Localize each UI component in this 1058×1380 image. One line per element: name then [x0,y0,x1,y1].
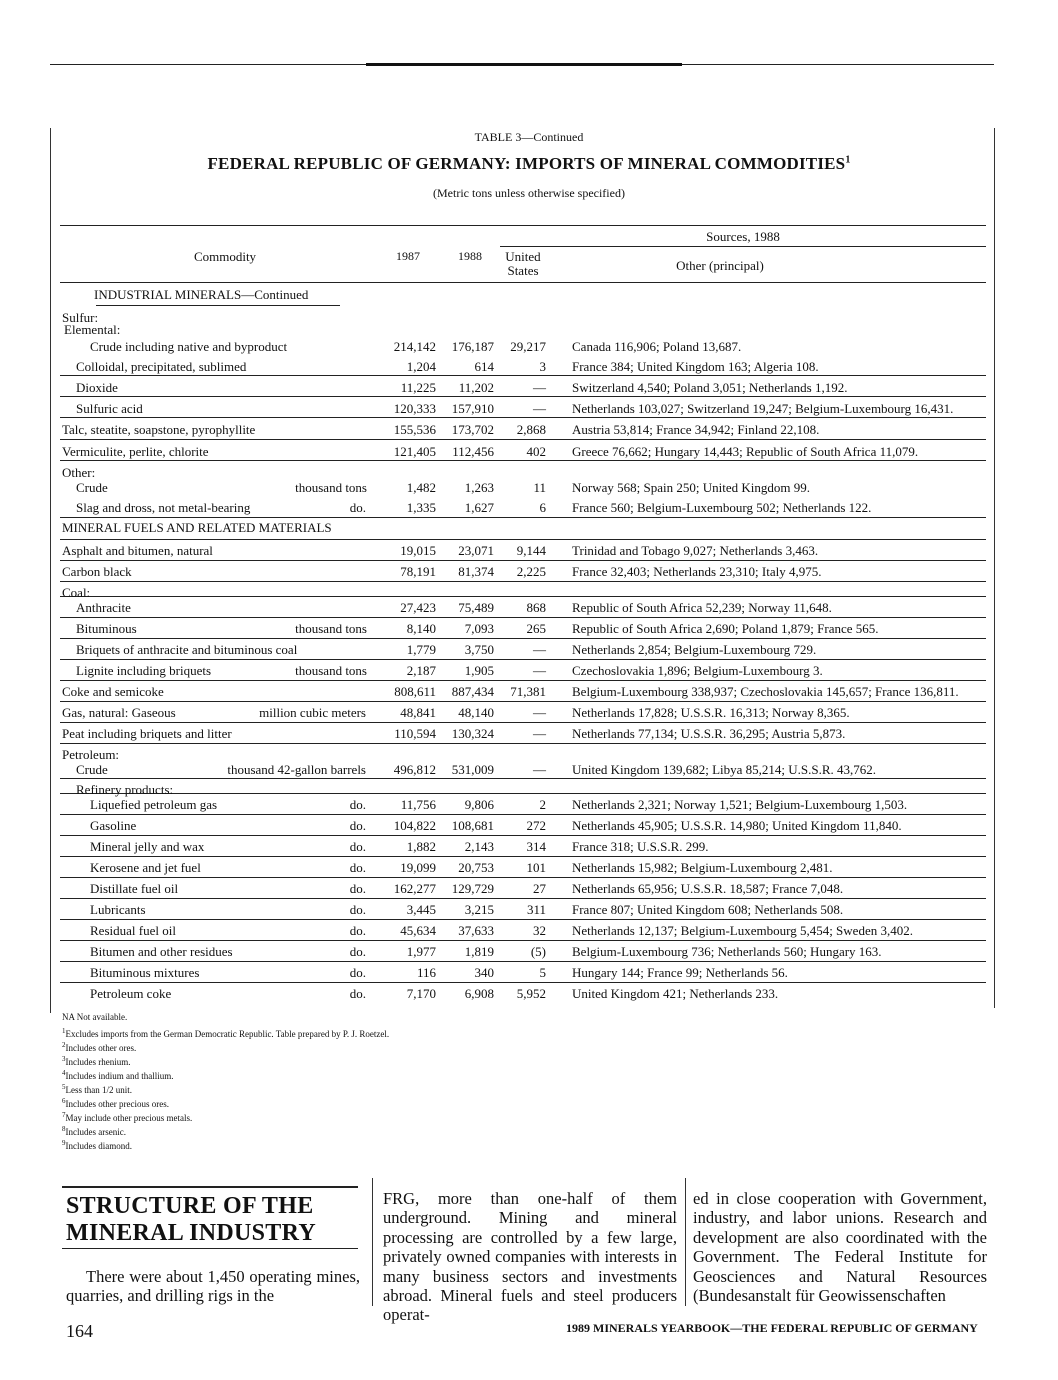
footnote-mark: 5 [62,1083,66,1091]
value-united-states: 868 [526,600,546,615]
table-rule [60,814,986,815]
value-1988: 531,009 [451,762,494,777]
running-head: 1989 MINERALS YEARBOOK—THE FEDERAL REPUBLIC OF GERMANY [566,1321,978,1335]
footnote-text: Excludes imports from the German Democratic Republic. Table prepared by P. J. Roetzel. [65,1029,390,1039]
value-other-sources: France 560; Belgium-Luxembourg 502; Netherlands 122. [572,500,872,515]
value-1987: 121,405 [393,444,436,459]
table-rule [60,778,986,779]
table-title [0,154,1058,174]
value-other-sources: Switzerland 4,540; Poland 3,051; Netherlands 1,192. [572,380,848,395]
value-united-states: 101 [526,860,546,875]
value-1988: 9,806 [464,797,494,812]
row-unit: do. [349,797,366,812]
value-1988: 1,819 [464,944,494,959]
value-1987: 1,779 [406,642,436,657]
value-1988: 20,753 [458,860,494,875]
section-heading [66,1193,356,1247]
row-unit: do. [349,986,366,1001]
row-unit: thousand tons [295,663,367,678]
value-united-states: — [533,401,546,416]
value-other-sources: Netherlands 2,321; Norway 1,521; Belgium-Luxembourg 1,503. [572,797,908,812]
value-1988: 75,489 [458,600,494,615]
row-unit: thousand tons [295,621,367,636]
row-label: Petroleum: [62,747,120,762]
value-united-states: 2 [539,797,546,812]
footnote-text: May include other precious metals. [65,1113,193,1123]
value-1988: 3,750 [464,642,494,657]
left-frame-rule [50,128,51,1013]
table-rule [60,396,986,397]
row-unit: do. [349,881,366,896]
value-united-states: 402 [526,444,546,459]
value-1988: 157,910 [451,401,494,416]
footnote-mark: 1 [62,1027,66,1035]
row-unit: do. [349,500,366,515]
section-heading-rule [62,1248,358,1249]
value-1987: 48,841 [400,705,436,720]
value-other-sources: Trinidad and Tobago 9,027; Netherlands 3,463. [572,543,819,558]
value-1988: 1,263 [464,480,494,495]
table-rule [60,940,986,941]
value-1988: 3,215 [464,902,494,917]
row-unit: do. [349,902,366,917]
value-1987: 1,335 [406,500,436,515]
table-title-text: FEDERAL REPUBLIC OF GERMANY: IMPORTS OF MINERAL COMMODITIES [207,154,846,173]
text-column-3: ed in close cooperation with Government, industry, and labor unions. Research and development are also coordinated with the Government. The Federal Institute for Geosciences and Natural Resources (Bundesanstalt für Geowissenschaften [693,1189,987,1306]
table-rule [60,638,986,639]
value-1988: 614 [474,359,494,374]
row-label: Bituminous [76,621,137,636]
row-label: Peat including briquets and litter [62,726,232,741]
value-1987: 45,634 [400,923,436,938]
table-rule [60,743,986,744]
top-rule-bold [366,63,682,66]
value-1988: 11,202 [458,380,494,395]
value-united-states: (5) [530,944,546,959]
value-1988: 108,681 [451,818,494,833]
row-label: Mineral jelly and wax [90,839,205,854]
table-subtitle: (Metric tons unless otherwise specified) [433,186,625,200]
value-other-sources: France 807; United Kingdom 608; Netherlands 508. [572,902,844,917]
footnote-mark: 4 [62,1069,66,1077]
value-united-states: — [533,705,546,720]
row-label: Briquets of anthracite and bituminous coal [76,642,298,657]
value-united-states: — [533,642,546,657]
value-other-sources: Netherlands 103,027; Switzerland 19,247; Belgium-Luxembourg 16,431. [572,401,954,416]
right-frame-rule [994,128,995,1008]
value-other-sources: Czechoslovakia 1,896; Belgium-Luxembourg 3. [572,663,823,678]
table-rule [60,856,986,857]
value-united-states: 272 [526,818,546,833]
footnote [62,1096,169,1110]
table-rule [60,539,986,540]
section-top-rule [62,1186,358,1188]
value-other-sources: Republic of South Africa 52,239; Norway 11,648. [572,600,832,615]
table-rule [60,581,986,582]
value-other-sources: Netherlands 45,905; U.S.S.R. 14,980; United Kingdom 11,840. [572,818,902,833]
value-1988: 81,374 [458,564,494,579]
value-other-sources: United Kingdom 139,682; Libya 85,214; U.S.S.R. 43,762. [572,762,877,777]
value-other-sources: France 318; U.S.S.R. 299. [572,839,709,854]
table-caption: TABLE 3—Continued [474,130,584,144]
row-label: Other: [62,465,96,480]
row-label: Vermiculite, perlite, chlorite [62,444,209,459]
table-rule [60,919,986,920]
row-label: Coke and semicoke [62,684,164,699]
row-label: Colloidal, precipitated, sublimed [76,359,247,374]
row-label: MINERAL FUELS AND RELATED MATERIALS [62,520,332,535]
value-united-states: — [533,762,546,777]
table-rule [60,417,986,418]
value-other-sources: Netherlands 2,854; Belgium-Luxembourg 729. [572,642,817,657]
row-label: Liquefied petroleum gas [90,797,218,812]
value-united-states: 3 [539,359,546,374]
row-label: Sulfuric acid [76,401,143,416]
value-1987: 11,225 [400,380,436,395]
header-top-rule [60,225,986,226]
column-rule-1 [372,1178,373,1306]
footnote [62,1124,126,1138]
row-label: Residual fuel oil [90,923,176,938]
value-1987: 1,482 [406,480,436,495]
value-1987: 110,594 [394,726,436,741]
row-label: Slag and dross, not metal-bearing [76,500,251,515]
value-united-states: 2,225 [516,564,546,579]
table-rule [60,982,986,983]
value-other-sources: Austria 53,814; France 34,942; Finland 22,108. [572,422,820,437]
row-label: Refinery products: [76,782,174,797]
footnote [62,1110,192,1124]
footnote [62,1012,127,1023]
value-1987: 1,977 [406,944,436,959]
row-unit: do. [349,818,366,833]
row-unit: do. [349,944,366,959]
value-1988: 887,434 [451,684,494,699]
text-column-1: There were about 1,450 operating mines, quarries, and drilling rigs in the [66,1267,360,1306]
footnote-text: Includes indium and thallium. [65,1071,174,1081]
value-united-states: 27 [533,881,546,896]
table-rule [60,722,986,723]
row-label: Bituminous mixtures [90,965,200,980]
value-united-states: 32 [533,923,546,938]
row-label: INDUSTRIAL MINERALS—Continued [94,287,309,302]
row-label: Bitumen and other residues [90,944,233,959]
value-other-sources: Greece 76,662; Hungary 14,443; Republic of South Africa 11,079. [572,444,919,459]
value-1988: 176,187 [451,339,494,354]
table-rule [60,680,986,681]
text-column-2: FRG, more than one-half of them underground. Mining and mineral processing are controlled by a few large, privately owned companies with interests in many business sectors and investments abroad. Mineral fuels and steel producers operat- [383,1189,677,1325]
value-1987: 162,277 [393,881,436,896]
value-1988: 1,905 [464,663,494,678]
row-label: Distillate fuel oil [90,881,179,896]
header-united-states: United States [505,249,541,278]
table-rule [60,898,986,899]
value-1987: 155,536 [393,422,436,437]
value-united-states: 2,868 [516,422,546,437]
value-other-sources: Norway 568; Spain 250; United Kingdom 99. [572,480,810,495]
value-1987: 496,812 [393,762,436,777]
value-1987: 104,822 [393,818,436,833]
value-united-states: 29,217 [510,339,546,354]
value-other-sources: Republic of South Africa 2,690; Poland 1,879; France 565. [572,621,879,636]
value-united-states: 9,144 [516,543,546,558]
footnote-text: NA Not available. [62,1012,128,1022]
footnote-text: Includes rhenium. [65,1057,131,1067]
value-1987: 214,142 [393,339,436,354]
value-1987: 1,882 [406,839,436,854]
value-other-sources: Canada 116,906; Poland 13,687. [572,339,742,354]
value-united-states: 71,381 [510,684,546,699]
header-other-principal: Other (principal) [676,258,764,273]
header-commodity: Commodity [193,249,257,264]
footnote-mark: 8 [62,1125,66,1133]
footnote [62,1026,389,1040]
footnote [62,1054,130,1068]
value-other-sources: Netherlands 17,828; U.S.S.R. 16,313; Norway 8,365. [572,705,850,720]
value-1988: 6,908 [464,986,494,1001]
footnote-mark: 7 [62,1111,66,1119]
row-label: Gasoline [90,818,137,833]
value-1987: 2,187 [406,663,436,678]
table-rule [60,617,986,618]
header-sources: Sources, 1988 [706,229,780,244]
value-1987: 27,423 [400,600,436,615]
footnote-mark: 2 [62,1041,66,1049]
value-united-states: 5,952 [516,986,546,1001]
value-1987: 7,170 [406,986,436,1001]
title-footnote-mark: 1 [845,154,851,166]
value-united-states: — [533,726,546,741]
value-1988: 2,143 [464,839,494,854]
header-bottom-rule [60,282,986,283]
row-unit: million cubic meters [259,705,366,720]
value-1988: 37,633 [458,923,494,938]
footnote-mark: 3 [62,1055,66,1063]
table-rule [60,659,986,660]
row-unit: do. [349,965,366,980]
row-label: Crude [76,480,108,495]
row-label: Crude including native and byproduct [90,339,288,354]
value-1987: 116 [416,965,436,980]
value-1987: 1,204 [406,359,436,374]
table-rule [60,596,986,597]
value-other-sources: Netherlands 12,137; Belgium-Luxembourg 5,454; Sweden 3,402. [572,923,913,938]
value-1988: 130,324 [451,726,494,741]
footnote-text: Includes diamond. [65,1141,132,1151]
header-1988: 1988 [458,249,482,263]
row-unit: do. [349,923,366,938]
value-1987: 19,015 [400,543,436,558]
footnote [62,1040,136,1054]
value-other-sources: Belgium-Luxembourg 338,937; Czechoslovakia 145,657; France 136,811. [572,684,959,699]
row-label: Coal: [62,585,91,600]
section-heading-line2: MINERAL INDUSTRY [66,1220,316,1246]
value-1988: 48,140 [458,705,494,720]
header-sources-rule [500,246,986,247]
table-rule [60,375,986,376]
table-rule [60,460,986,461]
footnote-text: Less than 1/2 unit. [65,1085,132,1095]
value-other-sources: Belgium-Luxembourg 736; Netherlands 560; Hungary 163. [572,944,882,959]
row-label: Gas, natural: Gaseous [62,705,176,720]
value-1987: 78,191 [400,564,436,579]
footnote-text: Includes arsenic. [65,1127,126,1137]
value-other-sources: Netherlands 77,134; U.S.S.R. 36,295; Austria 5,873. [572,726,846,741]
value-1988: 7,093 [464,621,494,636]
row-unit: thousand 42-gallon barrels [227,762,366,777]
table-rule [96,305,340,306]
value-united-states: 311 [526,902,546,917]
value-1988: 112,456 [452,444,494,459]
row-label: Elemental: [64,322,121,337]
value-other-sources: United Kingdom 421; Netherlands 233. [572,986,779,1001]
table-rule [60,835,986,836]
value-united-states: 6 [539,500,546,515]
value-united-states: — [533,380,546,395]
footnote [62,1068,173,1082]
value-united-states: 11 [533,480,546,495]
section-heading-line1: STRUCTURE OF THE [66,1193,314,1219]
value-1987: 808,611 [394,684,436,699]
value-other-sources: Netherlands 15,982; Belgium-Luxembourg 2,481. [572,860,833,875]
value-1987: 8,140 [406,621,436,636]
value-1988: 129,729 [451,881,494,896]
value-united-states: 265 [526,621,546,636]
value-other-sources: France 384; United Kingdom 163; Algeria 108. [572,359,819,374]
value-other-sources: France 32,403; Netherlands 23,310; Italy 4,975. [572,564,822,579]
value-other-sources: Hungary 144; France 99; Netherlands 56. [572,965,788,980]
value-other-sources: Netherlands 65,956; U.S.S.R. 18,587; France 7,048. [572,881,844,896]
value-united-states: — [533,663,546,678]
row-label: Crude [76,762,108,777]
value-united-states: 5 [539,965,546,980]
table-rule [60,701,986,702]
value-1987: 11,756 [400,797,436,812]
row-label: Petroleum coke [90,986,172,1001]
value-1987: 19,099 [400,860,436,875]
table-rule [60,439,986,440]
row-label: Sulfur: [62,310,99,325]
footnote [62,1082,132,1096]
value-united-states: 314 [526,839,546,854]
value-1988: 1,627 [464,500,494,515]
header-1987: 1987 [396,249,420,263]
row-label: Dioxide [76,380,118,395]
footnote [62,1138,132,1152]
value-1987: 3,445 [406,902,436,917]
row-label: Talc, steatite, soapstone, pyrophyllite [62,422,256,437]
table-rule [60,961,986,962]
row-unit: do. [349,860,366,875]
column-rule-2 [685,1178,686,1306]
table-rule [60,517,986,518]
page-number: 164 [66,1321,93,1341]
footnote-mark: 6 [62,1097,66,1105]
table-rule [60,793,986,794]
row-unit: do. [349,839,366,854]
row-unit: thousand tons [295,480,367,495]
row-label: Kerosene and jet fuel [90,860,201,875]
row-label: Carbon black [62,564,132,579]
row-label: Lignite including briquets [76,663,212,678]
footnote-text: Includes other precious ores. [65,1099,169,1109]
row-label: Asphalt and bitumen, natural [62,543,213,558]
value-1988: 23,071 [458,543,494,558]
value-1987: 120,333 [393,401,436,416]
table-rule [60,877,986,878]
row-label: Lubricants [90,902,146,917]
footnote-text: Includes other ores. [65,1043,137,1053]
table-rule [60,560,986,561]
footnote-mark: 9 [62,1139,66,1147]
value-1988: 173,702 [451,422,494,437]
value-1988: 340 [474,965,494,980]
row-label: Anthracite [76,600,131,615]
